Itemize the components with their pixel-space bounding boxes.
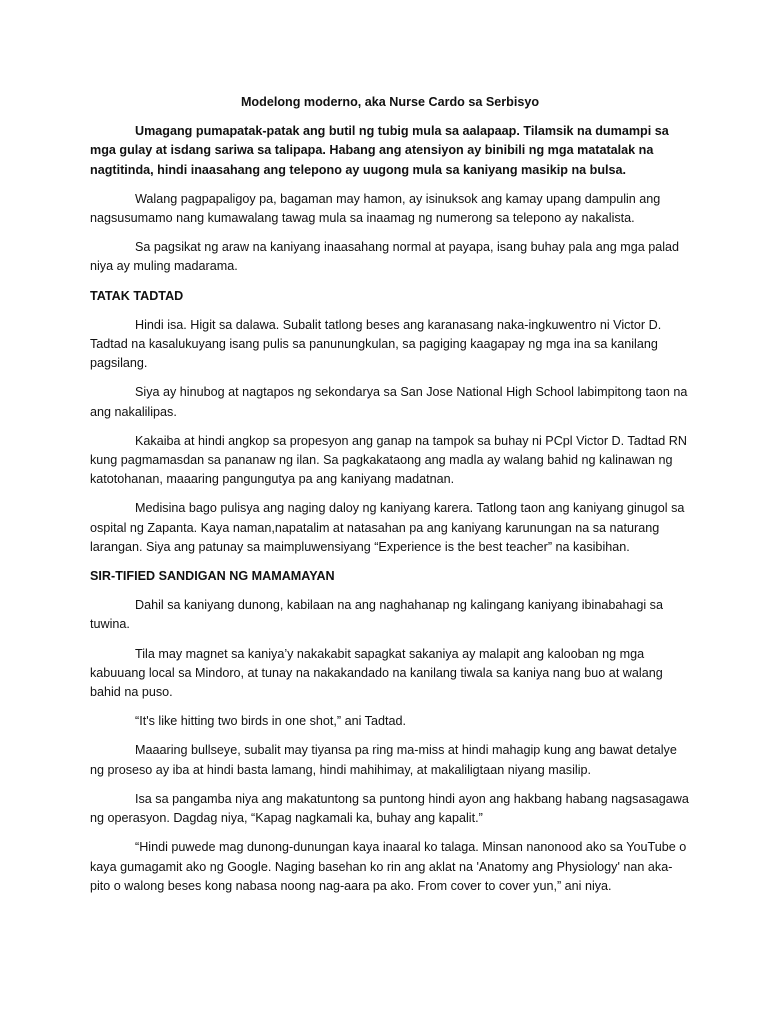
paragraph: Isa sa pangamba niya ang makatuntong sa puntong hindi ayon ang hakbang habang nagsasagawa ng operasyon. Dagdag niya, “Kapag nagkamali ka, buhay ang kapalit.” xyxy=(90,791,689,826)
paragraph: Siya ay hinubog at nagtapos ng sekondarya sa San Jose National High School labimpitong taon na ang nakalilipas. xyxy=(90,385,688,419)
document-title: Modelong moderno, aka Nurse Cardo sa Serbisyo xyxy=(240,95,540,109)
quote-paragraph: “It's like hitting two birds in one shot,” ani Tadtad. xyxy=(135,714,406,729)
quote-paragraph: “Hindi puwede mag dunong-dunungan kaya inaaral ko talaga. Minsan nanonood ako sa YouTube o kaya gumagamit ako ng Google. Naging basehan ko rin ang aklat na 'Anatomy ang Physiology' nan aka-pito o walong beses kong nabasa noong nag-aara pa ako. From cover to cover yun,” ani niya. xyxy=(90,840,687,893)
section-heading-tatak-tadtad: TATAK TADTAD xyxy=(90,288,184,303)
paragraph: Tila may magnet sa kaniya’y nakakabit sapagkat sakaniya ay malapit ang kalooban ng mga kabuuang local sa Mindoro, at tunay na nakakandado na kanilang tiwala sa kaniya nang buo at walang bahid na puso. xyxy=(90,646,663,700)
paragraph: Hindi isa. Higit sa dalawa. Subalit tatlong beses ang karanasang naka-ingkuwentro ni Victor D. Tadtad na kasalukuyang isang pulis sa panunungkulan, sa pagiging kaagapay ng mga ina sa kanilang pagsilang. xyxy=(90,317,662,371)
paragraph: Kakaiba at hindi angkop sa propesyon ang ganap na tampok sa buhay ni PCpl Victor D. Tadtad RN kung pagmamasdan sa pananaw ng ilan. Sa pagkakataong ang madla ay walang bahid ng kalinawan ng katotohanan, maaaring pangungutya pa ang kaniyang madatnan. xyxy=(90,433,687,487)
paragraph: Walang pagpapaligoy pa, bagaman may hamon, ay isinuksok ang kamay upang dampulin ang nagsusumamo nang kumawalang tawag mula sa inaamag ng numerong sa telepono ay nakalista. xyxy=(90,191,661,226)
paragraph: Dahil sa kaniyang dunong, kabilaan na ang naghahanap ng kalingang kaniyang ibinabahagi sa tuwina. xyxy=(90,598,663,632)
paragraph: Medisina bago pulisya ang naging daloy ng kaniyang karera. Tatlong taon ang kaniyang ginugol sa ospital ng Zapanta. Kaya naman,napatalim at natasahan pa ang kaniyang karunungan na sa naturang larangan. Siya ang patunay sa maimpluwensiyang “Experience is the best teacher” na kasibihan. xyxy=(90,501,685,554)
paragraph: Sa pagsikat ng araw na kaniyang inaasahang normal at payapa, isang buhay pala ang mga palad niya ay muling madarama. xyxy=(90,240,680,274)
lead-paragraph: Umagang pumapatak-patak ang butil ng tubig mula sa aalapaap. Tilamsik na dumampi sa mga gulay at isdang sariwa sa talipapa. Habang ang atensiyon ay binibili ng mga matatalak na nagtitinda, hindi inaasahang ang telepono ay uugong mula sa kaniyang masikip na bulsa. xyxy=(90,124,669,177)
section-heading-sir-tified: SIR-TIFIED SANDIGAN NG MAMAMAYAN xyxy=(90,569,335,584)
document-page xyxy=(90,93,690,906)
paragraph: Maaaring bullseye, subalit may tiyansa pa ring ma-miss at hindi mahagip kung ang bawat detalye ng proseso ay iba at hindi basta lamang, hindi mahihimay, at makaliligtaan niyang masilip. xyxy=(90,743,677,777)
